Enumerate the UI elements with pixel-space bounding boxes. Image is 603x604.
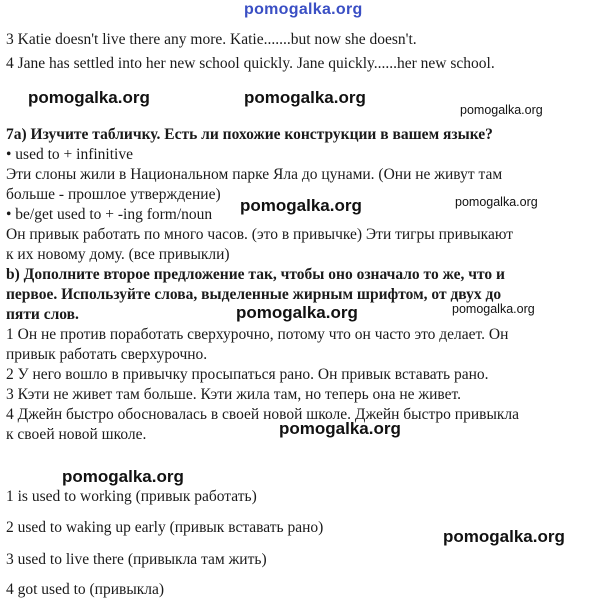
answer-item: 1 is used to working (привык работать) — [6, 488, 257, 505]
watermark-logo: pomogalka.org — [244, 88, 366, 107]
watermark-logo: pomogalka.org — [455, 195, 538, 209]
watermark-logo: pomogalka.org — [279, 419, 401, 438]
watermark-logo: pomogalka.org — [236, 303, 358, 322]
section-b-title: b) Дополните второе предложение так, чтобы оно означало то же, что и — [6, 266, 505, 283]
section-b-title: пяти слов. — [6, 306, 79, 323]
sentence-4: к своей новой школе. — [6, 426, 147, 443]
task-line-3: 3 Katie doesn't live there any more. Katie.......but now she doesn't. — [6, 31, 417, 48]
watermark-logo: pomogalka.org — [443, 527, 565, 546]
answer-item: 4 got used to (привыкла) — [6, 581, 165, 598]
paragraph-line: больше - прошлое утверждение) — [6, 186, 221, 203]
section-7a-title: 7a) Изучите табличку. Есть ли похожие конструкции в вашем языке? — [6, 126, 493, 143]
watermark-logo: pomogalka.org — [28, 88, 150, 107]
watermark-logo-top: pomogalka.org — [244, 1, 363, 18]
section-b-title: первое. Используйте слова, выделенные жирным шрифтом, от двух до — [6, 286, 502, 303]
sentence-1: привык работать сверхурочно. — [6, 346, 208, 363]
watermark-logo: pomogalka.org — [452, 302, 535, 316]
bullet-used-to: • used to + infinitive — [6, 146, 133, 163]
sentence-4: 4 Джейн быстро обосновалась в своей новой школе. Джейн быстро привыкла — [6, 406, 520, 423]
watermark-logo: pomogalka.org — [62, 467, 184, 486]
sentence-1: 1 Он не против поработать сверхурочно, потому что он часто это делает. Он — [6, 326, 509, 343]
watermark-logo: pomogalka.org — [240, 196, 362, 215]
sentence-3: 3 Кэти не живет там больше. Кэти жила там, но теперь она не живет. — [6, 386, 462, 403]
bullet-be-get-used-to: • be/get used to + -ing form/noun — [6, 206, 213, 223]
task-line-4: 4 Jane has settled into her new school quickly. Jane quickly......her new school. — [6, 55, 495, 72]
paragraph-line: Эти слоны жили в Национальном парке Яла до цунами. (Они не живут там — [6, 166, 503, 183]
paragraph-line: Он привык работать по много часов. (это в привычке) Эти тигры привыкают — [6, 226, 513, 243]
answer-item: 2 used to waking up early (привык вставать рано) — [6, 519, 324, 536]
sentence-2: 2 У него вошло в привычку просыпаться рано. Он привык вставать рано. — [6, 366, 489, 383]
answer-item: 3 used to live there (привыкла там жить) — [6, 551, 267, 568]
paragraph-line: к их новому дому. (все привыкли) — [6, 246, 230, 263]
watermark-logo: pomogalka.org — [460, 103, 543, 117]
